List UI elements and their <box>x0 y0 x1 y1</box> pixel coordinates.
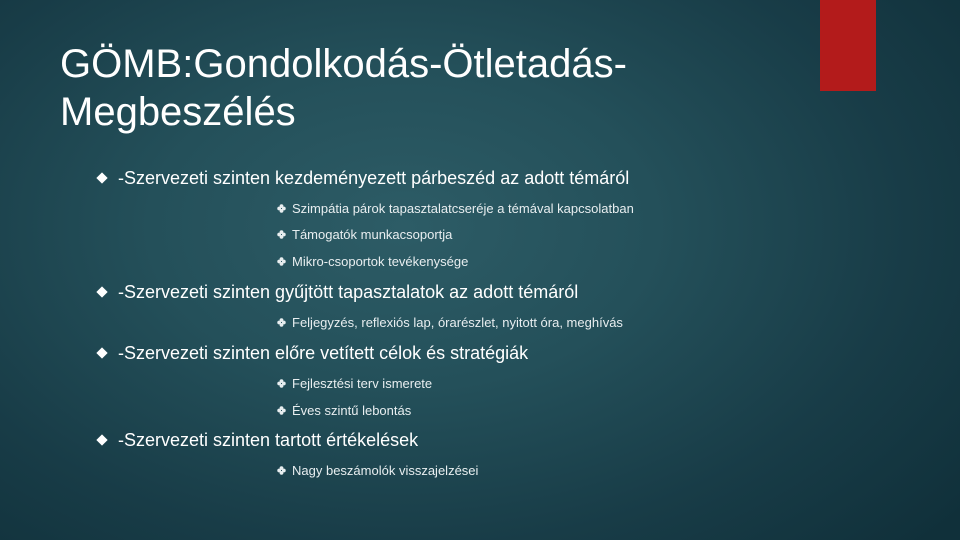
clover-bullet-icon <box>276 256 286 266</box>
sub-bullet-text: Nagy beszámolók visszajelzései <box>292 462 479 478</box>
bullet-text: -Szervezeti szinten előre vetített célok és stratégiák <box>118 342 529 363</box>
sub-bullet-text: Fejlesztési terv ismerete <box>292 375 433 391</box>
slide-title <box>60 40 627 136</box>
clover-bullet-icon <box>276 203 286 213</box>
bullet-item <box>96 166 629 190</box>
diamond-bullet-icon <box>96 347 108 359</box>
sub-bullet-text: Feljegyzés, reflexiós lap, órarészlet, nyitott óra, meghívás <box>292 314 623 330</box>
sub-bullet-item <box>276 375 432 391</box>
clover-bullet-icon <box>276 465 286 475</box>
sub-bullet-item <box>276 253 468 269</box>
bullet-text: -Szervezeti szinten tartott értékelések <box>118 429 419 450</box>
sub-bullet-item <box>276 402 411 418</box>
bullet-item <box>96 280 578 304</box>
diamond-bullet-icon <box>96 286 108 298</box>
bullet-item <box>96 428 418 452</box>
sub-bullet-item <box>276 314 623 330</box>
title-line-1: GÖMB:Gondolkodás-Ötletadás- <box>60 42 627 86</box>
sub-bullet-item <box>276 200 634 216</box>
diamond-bullet-icon <box>96 434 108 446</box>
clover-bullet-icon <box>276 317 286 327</box>
clover-bullet-icon <box>276 405 286 415</box>
diamond-bullet-icon <box>96 172 108 184</box>
sub-bullet-text: Mikro-csoportok tevékenysége <box>292 253 469 269</box>
bullet-text: -Szervezeti szinten kezdeményezett párbeszéd az adott témáról <box>118 167 630 188</box>
clover-bullet-icon <box>276 229 286 239</box>
sub-bullet-item <box>276 462 478 478</box>
accent-bar <box>820 0 876 91</box>
sub-bullet-item <box>276 226 452 242</box>
title-line-2: Megbeszélés <box>60 90 296 134</box>
sub-bullet-text: Éves szintű lebontás <box>292 402 412 418</box>
clover-bullet-icon <box>276 378 286 388</box>
bullet-item <box>96 341 528 365</box>
sub-bullet-text: Szimpátia párok tapasztalatcseréje a témával kapcsolatban <box>292 200 634 216</box>
bullet-text: -Szervezeti szinten gyűjtött tapasztalatok az adott témáról <box>118 281 579 302</box>
sub-bullet-text: Támogatók munkacsoportja <box>292 226 453 242</box>
